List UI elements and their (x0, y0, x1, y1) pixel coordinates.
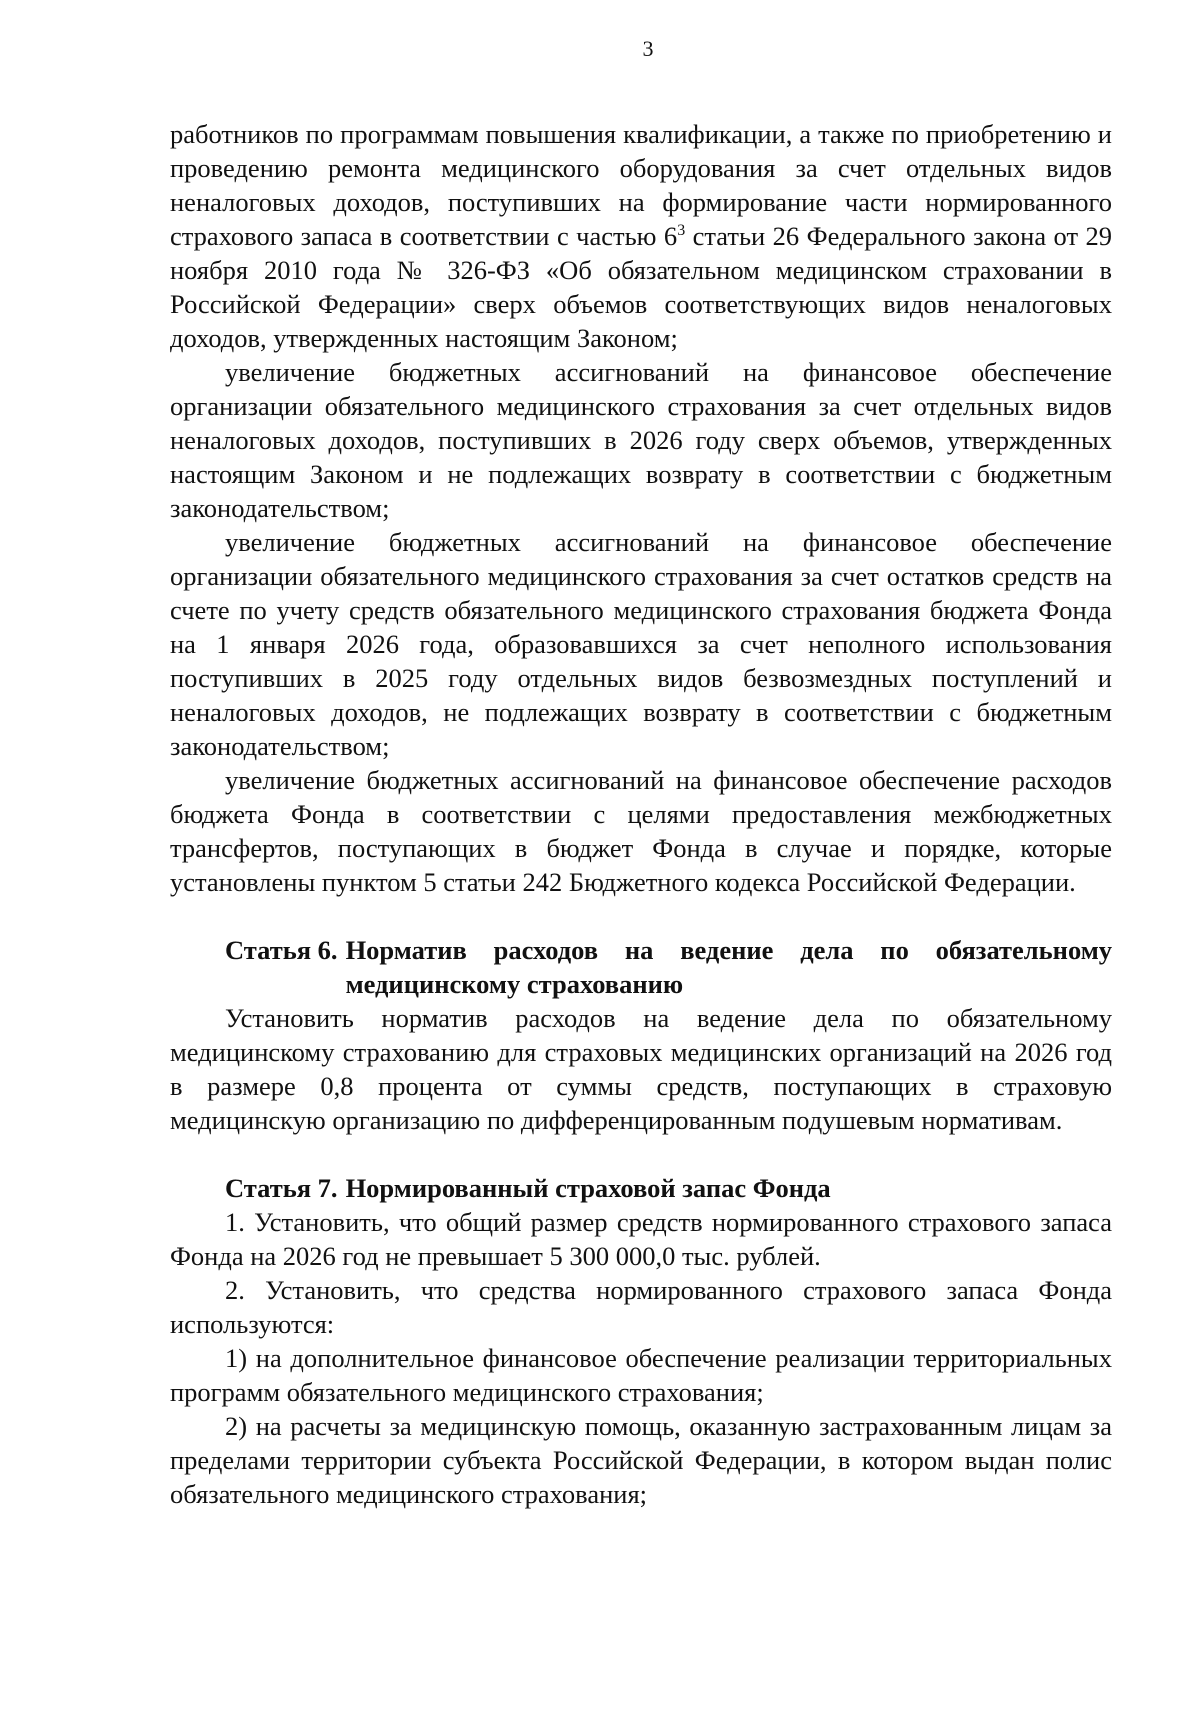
article-7-paragraph: 1) на дополнительное финансовое обеспечение реализации территориальных программ обязательного медицинского страхования; (170, 1343, 1112, 1407)
spacer (170, 1137, 1112, 1171)
paragraph-budget-increase-3: увеличение бюджетных ассигнований на финансовое обеспечение расходов бюджета Фонда в соответствии с целями предоставления межбюджетных трансфертов, поступающих в бюджет Фонда в случае и порядке, которые установлены пунктом 5 статьи 242 Бюджетного кодекса Российской Федерации. (170, 765, 1112, 897)
article-6-heading (170, 933, 1112, 1001)
document-body (170, 117, 1112, 1511)
article-6-title: Норматив расходов на ведение дела по обязательному медицинскому страхованию (345, 935, 1112, 999)
article-7-heading (170, 1171, 1112, 1205)
page-number: 3 (642, 36, 654, 61)
intro-superscript: 3 (677, 222, 686, 240)
article-7-title: Нормированный страховой запас Фонда (345, 1173, 831, 1203)
article-7-paragraph: 2) на расчеты за медицинскую помощь, оказанную застрахованным лицам за пределами территории субъекта Российской Федерации, в котором выдан полис обязательного медицинского страхования; (170, 1411, 1112, 1509)
intro-text-part1: работников по программам повышения квалификации, а также по приобретению и проведению ремонта медицинского оборудования за счет отдельных видов неналоговых доходов, поступивших на формирование части нормированного страхового запаса в соответствии с частью 6 (170, 119, 1112, 251)
article-7-paragraph: 1. Установить, что общий размер средств нормированного страхового запаса Фонда на 2026 год не превышает 5 300 000,0 тыс. рублей. (170, 1207, 1112, 1271)
intro-text-part2: статьи 26 Федерального закона от 29 ноября 2010 года № 326-ФЗ «Об обязательном медицинском страховании в Российской Федерации» сверх объемов соответствующих видов неналоговых доходов, утвержденных настоящим Законом; (170, 221, 1112, 353)
article-6-number: Статья 6. (225, 935, 338, 965)
article-7-number: Статья 7. (225, 1173, 338, 1203)
spacer (170, 899, 1112, 933)
paragraph-budget-increase-2: увеличение бюджетных ассигнований на финансовое обеспечение организации обязательного медицинского страхования за счет остатков средств на счете по учету средств обязательного медицинского страхования бюджета Фонда на 1 января 2026 года, образовавшихся за счет неполного использования поступивших в 2025 году отдельных видов безвозмездных поступлений и неналоговых доходов, не подлежащих возврату в соответствии с бюджетным законодательством; (170, 527, 1112, 761)
intro-paragraph (170, 117, 1112, 355)
article-7-paragraph: 2. Установить, что средства нормированного страхового запаса Фонда используются: (170, 1275, 1112, 1339)
article-6-text: Установить норматив расходов на ведение дела по обязательному медицинскому страхованию для страховых медицинских организаций на 2026 год в размере 0,8 процента от суммы средств, поступающих в страховую медицинскую организацию по дифференцированным подушевым нормативам. (170, 1003, 1112, 1135)
paragraph-budget-increase-1: увеличение бюджетных ассигнований на финансовое обеспечение организации обязательного медицинского страхования за счет отдельных видов неналоговых доходов, поступивших в 2026 году сверх объемов, утвержденных настоящим Законом и не подлежащих возврату в соответствии с бюджетным законодательством; (170, 357, 1112, 523)
